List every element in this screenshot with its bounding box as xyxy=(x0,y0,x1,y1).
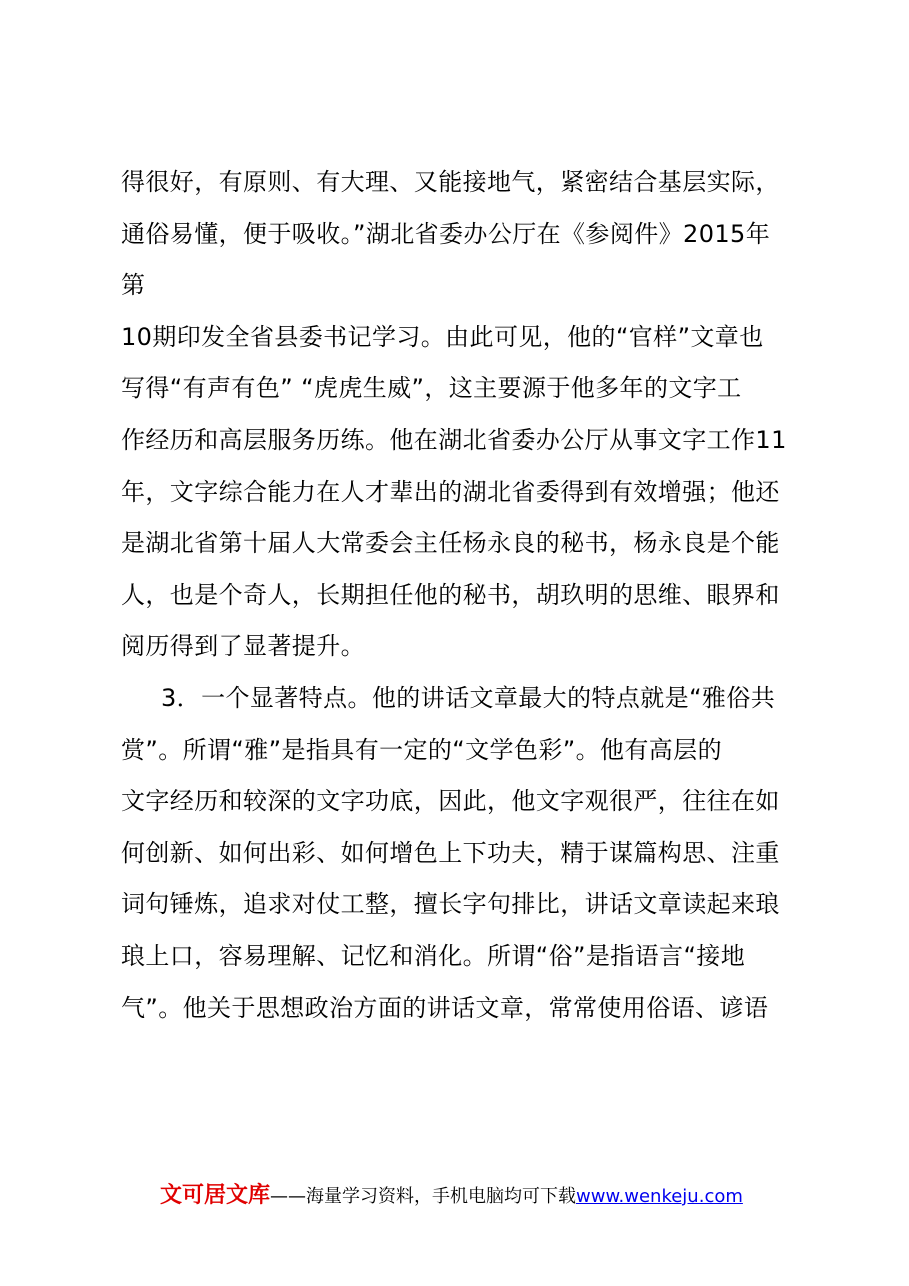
text-line: 气”。他关于思想政治方面的讲话文章，常常使用俗语、谚语 xyxy=(121,993,769,1022)
text-line: 人，也是个奇人，长期担任他的秘书，胡玖明的思维、眼界和 xyxy=(121,580,780,609)
page-footer xyxy=(160,1180,800,1212)
text-line: 作经历和高层服务历练。他在湖北省委办公厅从事文字工作11 xyxy=(121,425,787,454)
text-line: 年，文字综合能力在人才辈出的湖北省委得到有效增强；他还 xyxy=(121,477,780,506)
footer-brand: 文可居文库 xyxy=(160,1183,271,1208)
text-line: 赏”。所谓“雅”是指具有一定的“文学色彩”。他有高层的 xyxy=(121,735,722,764)
text-line: 得很好，有原则、有大理、又能接地气，紧密结合基层实际， xyxy=(121,168,780,196)
text-line: 文字经历和较深的文字功底，因此，他文字观很严，往往在如 xyxy=(121,787,780,816)
text-line: 词句锤炼，追求对仗工整，擅长字句排比，讲话文章读起来琅 xyxy=(121,890,780,919)
text-line: 是湖北省第十届人大常委会主任杨永良的秘书，杨永良是个能 xyxy=(121,529,780,558)
text-line: 通俗易懂，便于吸收。”湖北省委办公厅在《参阅件》2015年 xyxy=(121,219,771,248)
text-line: 琅上口，容易理解、记忆和消化。所谓“俗”是指语言“接地 xyxy=(121,941,746,970)
body-text xyxy=(121,157,801,1034)
footer-tagline: ——海量学习资料，手机电脑均可下载 xyxy=(270,1186,577,1207)
text-line: 10期印发全省县委书记学习。由此可见，他的“官样”文章也 xyxy=(121,322,764,351)
text-line: 第 xyxy=(121,271,146,300)
text-line: 何创新、如何出彩、如何增色上下功夫，精于谋篇构思、注重 xyxy=(121,838,780,867)
text-line: 阅历得到了显著提升。 xyxy=(121,632,365,661)
footer-website-link[interactable]: www.wenkeju.com xyxy=(576,1186,743,1207)
text-line: 写得“有声有色” “虎虎生威”，这主要源于他多年的文字工 xyxy=(121,374,742,403)
text-line-paragraph-start: 3．一个显著特点。他的讲话文章最大的特点就是“雅俗共 xyxy=(161,683,776,712)
